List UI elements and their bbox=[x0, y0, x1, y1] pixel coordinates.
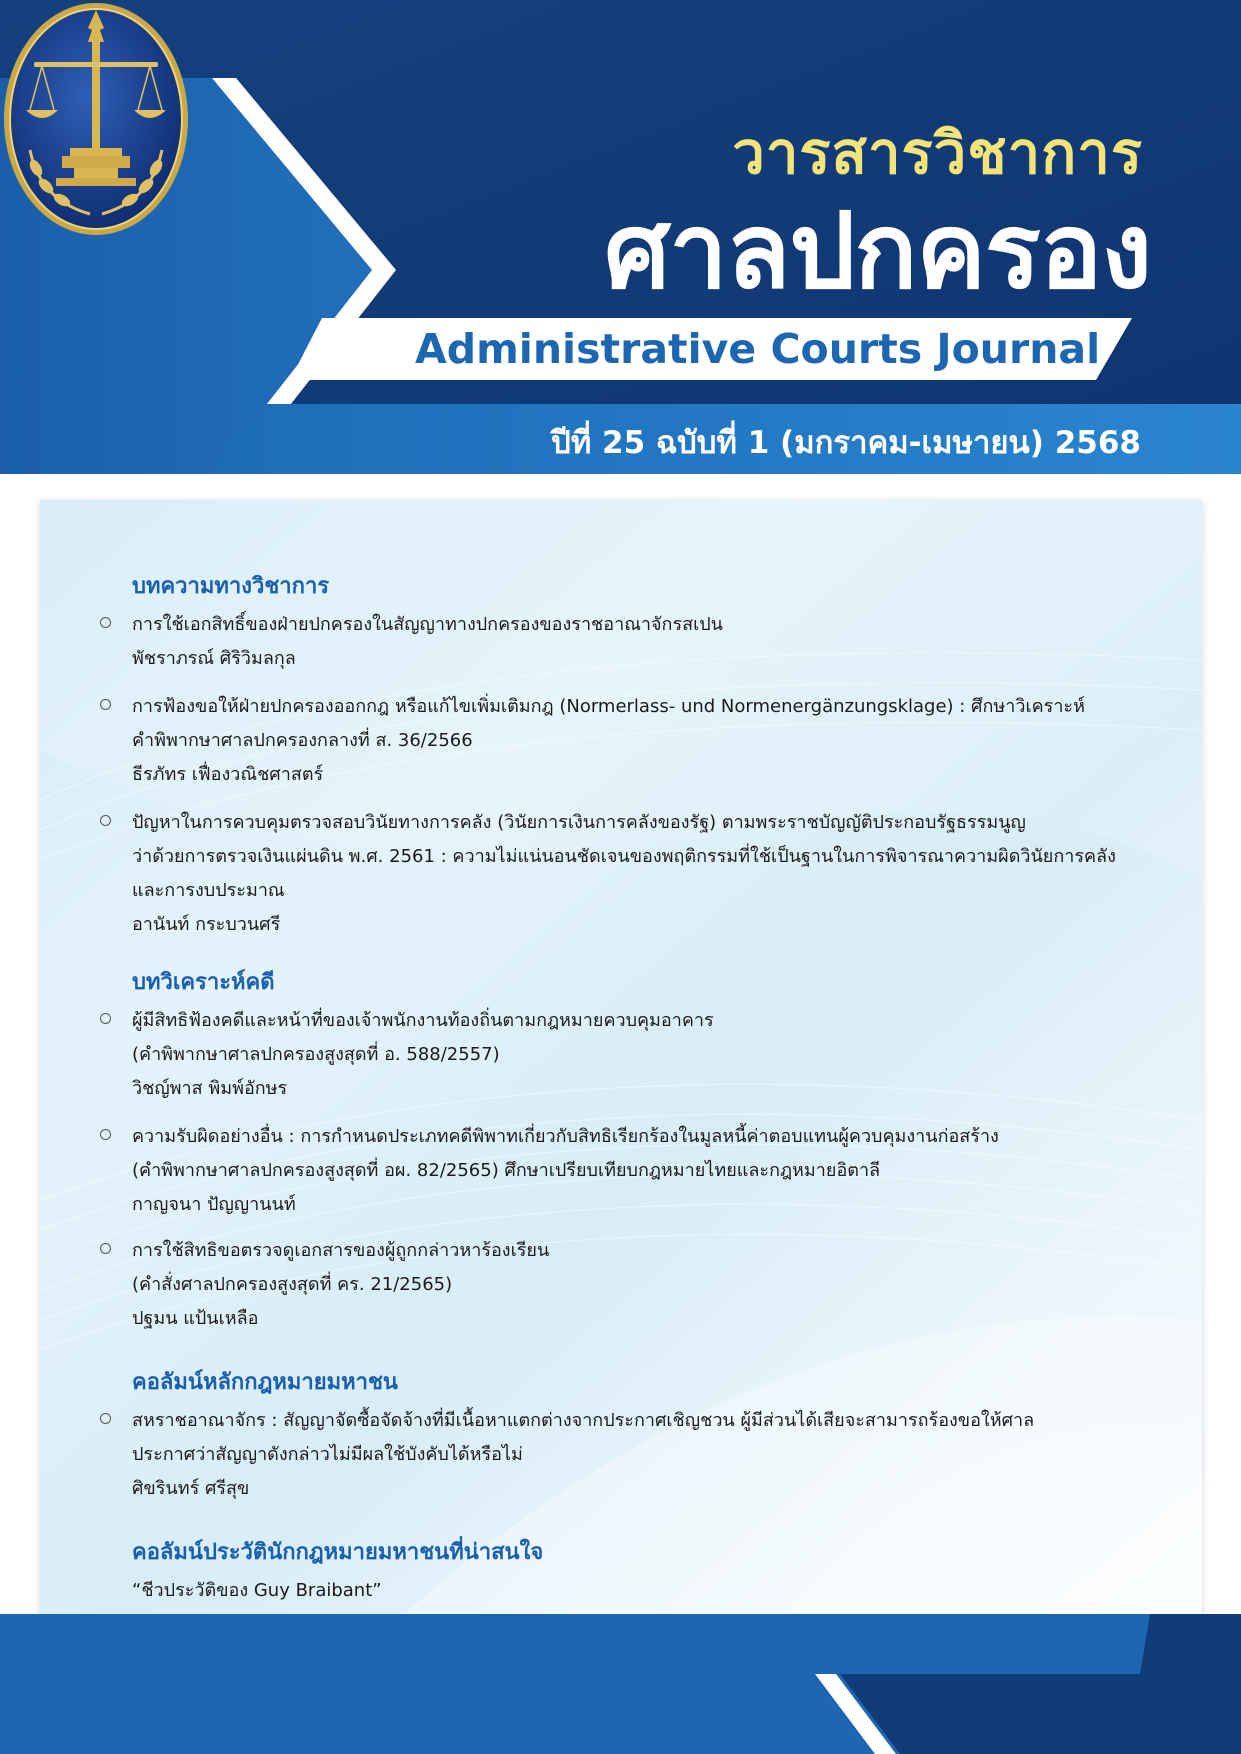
circle-bullet-icon bbox=[100, 1129, 111, 1140]
article-author: กาญจนา ปัญญานนท์ bbox=[132, 1194, 296, 1215]
circle-bullet-icon bbox=[100, 1013, 111, 1024]
circle-bullet-icon bbox=[100, 1243, 111, 1254]
section-title: คอลัมน์หลักกฎหมายมหาชน bbox=[132, 1370, 398, 1395]
article-author: วิชญ์พาส พิมพ์อักษร bbox=[132, 1078, 288, 1099]
article-title: ว่าด้วยการตรวจเงินแผ่นดิน พ.ศ. 2561 : ความไม่แน่นอนชัดเจนของพฤติกรรมที่ใช้เป็นฐานในการพิจารณาความผิดวินัยการคลัง bbox=[132, 846, 1116, 867]
toc-list bbox=[40, 500, 1202, 1674]
circle-bullet-icon bbox=[100, 699, 111, 710]
article-author: ปฐมน แป้นเหลือ bbox=[132, 1308, 259, 1329]
journal-title-english: Administrative Courts Journal bbox=[415, 325, 1101, 373]
scales-of-justice-emblem-icon bbox=[0, 0, 192, 238]
article-title: (คำพิพากษาศาลปกครองสูงสุดที่ อผ. 82/2565) ศึกษาเปรียบเทียบกฎหมายไทยและกฎหมายอิตาลี bbox=[132, 1160, 881, 1181]
article-author: ศิขรินทร์ ศรีสุข bbox=[132, 1478, 250, 1499]
article-title: (คำสั่งศาลปกครองสูงสุดที่ คร. 21/2565) bbox=[132, 1274, 453, 1295]
journal-title-thai-large: ศาลปกครอง bbox=[604, 190, 1151, 312]
column-note: “ชีวประวัติของ Guy Braibant” bbox=[132, 1580, 382, 1601]
article-title: (คำพิพากษาศาลปกครองสูงสุดที่ อ. 588/2557) bbox=[132, 1044, 500, 1065]
article-author: ธีรภัทร เฟื่องวณิชศาสตร์ bbox=[132, 764, 324, 785]
section-title: คอลัมน์ประวัตินักกฎหมายมหาชนที่น่าสนใจ bbox=[132, 1540, 544, 1565]
article-title: ประกาศว่าสัญญาดังกล่าวไม่มีผลใช้บังคับได้หรือไม่ bbox=[132, 1444, 523, 1465]
article-title: การใช้สิทธิขอตรวจดูเอกสารของผู้ถูกกล่าวหาร้องเรียน bbox=[132, 1240, 550, 1261]
article-title: คำพิพากษาศาลปกครองกลางที่ ส. 36/2566 bbox=[132, 730, 473, 751]
article-title: การใช้เอกสิทธิ์ของฝ่ายปกครองในสัญญาทางปกครองของราชอาณาจักรสเปน bbox=[132, 614, 723, 635]
section-title: บทความทางวิชาการ bbox=[132, 574, 330, 599]
article-title: ผู้มีสิทธิฟ้องคดีและหน้าที่ของเจ้าพนักงานท้องถิ่นตามกฎหมายควบคุมอาคาร bbox=[132, 1010, 714, 1031]
section-title: บทวิเคราะห์คดี bbox=[132, 970, 275, 995]
article-author: อานันท์ กระบวนศรี bbox=[132, 914, 281, 935]
article-title: ความรับผิดอย่างอื่น : การกำหนดประเภทคดีพิพาทเกี่ยวกับสิทธิเรียกร้องในมูลหนี้ค่าตอบแทนผู้ควบคุมงานก่อสร้าง bbox=[132, 1126, 999, 1147]
article-author: พัชราภรณ์ ศิริวิมลกุล bbox=[132, 648, 296, 669]
article-title: ปัญหาในการควบคุมตรวจสอบวินัยทางการคลัง (วินัยการเงินการคลังของรัฐ) ตามพระราชบัญญัติประกอบรัฐธรรมนูญ bbox=[132, 812, 1026, 833]
issue-info: ปีที่ 25 ฉบับที่ 1 (มกราคม-เมษายน) 2568 bbox=[551, 425, 1141, 461]
footer-background bbox=[0, 1614, 1241, 1754]
article-title: และการงบประมาณ bbox=[132, 880, 285, 901]
cover-footer bbox=[0, 1614, 1241, 1754]
circle-bullet-icon bbox=[100, 1413, 111, 1424]
circle-bullet-icon bbox=[100, 815, 111, 826]
journal-title-thai-small: วารสารวิชาการ bbox=[732, 119, 1143, 187]
article-title: สหราชอาณาจักร : สัญญาจัดซื้อจัดจ้างที่มีเนื้อหาแตกต่างจากประกาศเชิญชวน ผู้มีส่วนได้เสียจะสามารถร้องขอให้ศาล bbox=[132, 1410, 1035, 1431]
circle-bullet-icon bbox=[100, 617, 111, 628]
article-title: การฟ้องขอให้ฝ่ายปกครองออกกฎ หรือแก้ไขเพิ่มเติมกฎ (Normerlass- und Normenergänzungsklage) : ศึกษาวิเคราะห์ bbox=[132, 696, 1085, 717]
table-of-contents-panel bbox=[40, 500, 1202, 1674]
cover-header bbox=[0, 0, 1241, 474]
